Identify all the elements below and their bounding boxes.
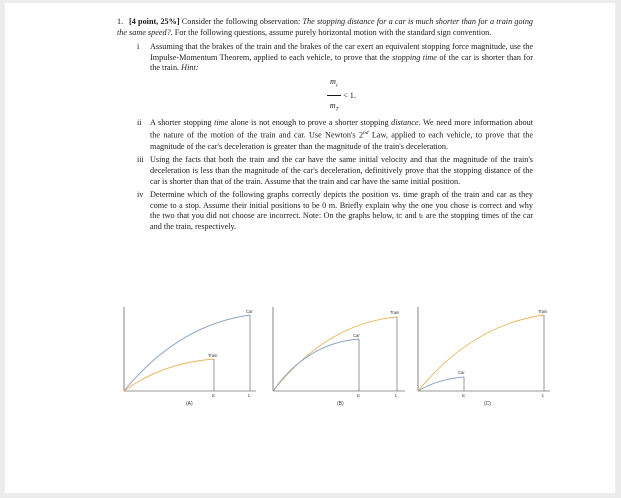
subpart-ii: [137, 118, 533, 153]
upper-label: Car: [246, 309, 253, 314]
lower-label: Train: [208, 353, 218, 358]
subpart-emphasis: distance.: [391, 117, 421, 127]
formula-rhs: < 1.: [343, 90, 356, 100]
formula-num-sub: c: [335, 83, 339, 89]
train-curve: [418, 315, 544, 391]
intro-text-a: Consider the following observation:: [181, 17, 301, 26]
train-curve: [273, 317, 397, 391]
graph-caption: (B): [337, 401, 344, 407]
intro-text-b: For the following questions, assume purely horizontal motion with the standard sign convention.: [174, 27, 492, 37]
tick-label: tₜ: [395, 393, 398, 398]
hint-label: Hint:: [181, 63, 199, 73]
subpart-i: [137, 42, 533, 115]
tick-label: tᴄ: [462, 393, 466, 398]
subpart-label: iii: [137, 155, 144, 165]
tick-label: tₜ: [248, 393, 251, 398]
subpart-text: Determine which of the following graphs correctly depicts the position vs. time graph of the train and car as they come to a stop. Assume their initial positions to be 0 m. Briefly explain why the one you chose is correct and why the two that you did not choose are incorrect. Note: On the graphs below, tᴄ and tₜ are the stopping times of the car and the train, respectively.: [150, 190, 533, 231]
mass-ratio-fraction: [327, 77, 341, 115]
question-points: [4 point, 25%]: [129, 17, 180, 26]
graph-caption: (A): [186, 401, 193, 407]
car-curve: [418, 377, 464, 391]
graph-c: [412, 303, 552, 407]
lower-label: Car: [458, 370, 465, 375]
graph-b-plot: [267, 303, 407, 403]
problem-1: [117, 17, 533, 236]
subpart-text: alone is not enough to prove a shorter stopping: [230, 117, 389, 127]
problem-intro: [117, 17, 533, 38]
subpart-text: Law, applied to each vehicle, to prove that the magnitude of the car's deceleration is greater than the magnitude of the train's deceleration.: [150, 131, 533, 151]
graph-caption: (C): [484, 401, 491, 407]
upper-label: Train: [538, 309, 548, 314]
formula-num: m: [329, 76, 336, 86]
mass-ratio-formula: [150, 77, 533, 115]
subpart-text: A shorter stopping: [150, 117, 212, 127]
subpart-text: Assuming that the brakes of the train and the brakes of the car exert an equivalent stopping force magnitude, use the Impulse-Momentum Theorem, applied to each vehicle, to prove that the: [150, 42, 533, 62]
subpart-emphasis: stopping time: [392, 52, 437, 62]
graph-b: [267, 303, 407, 407]
superscript: nd: [363, 130, 369, 137]
graph-c-plot: [412, 303, 552, 403]
subpart-text: Using the facts that both the train and the car have the same initial velocity and that the magnitude of the train's deceleration is less than the magnitude of the car's deceleration, definitively prove that the stopping distance of the car is shorter than that of the train. Assume that the train and car have the same initial position.: [150, 155, 533, 186]
subpart-iv: [137, 190, 533, 232]
subpart-iii: [137, 155, 533, 187]
formula-den: m: [329, 101, 336, 111]
paper-sheet: [5, 3, 615, 493]
subpart-label: i: [137, 42, 140, 52]
car-curve: [124, 315, 250, 391]
subpart-emphasis: time: [214, 117, 229, 127]
tick-label: tᴄ: [357, 393, 361, 398]
subpart-label: iv: [137, 190, 144, 200]
subparts-list: [137, 42, 533, 232]
question-number: 1.: [117, 17, 124, 26]
subpart-text: We need more information about the nature of the motion of the train and car. Use Newton's 2: [150, 117, 534, 141]
train-curve: [124, 359, 214, 391]
intro-quote: The stopping distance for a car is much shorter than for a train going the same speed?.: [117, 17, 534, 37]
graph-a-plot: [118, 303, 258, 403]
lower-label: Car: [353, 333, 360, 338]
graph-a: [118, 303, 258, 407]
subpart-text: of the car is shorter than for the train.: [150, 52, 534, 73]
formula-den-sub: T: [335, 107, 339, 113]
tick-label: tᴄ: [212, 393, 216, 398]
car-curve: [273, 339, 359, 391]
upper-label: Train: [390, 310, 400, 315]
subpart-label: ii: [137, 117, 142, 127]
tick-label: tₜ: [542, 393, 545, 398]
